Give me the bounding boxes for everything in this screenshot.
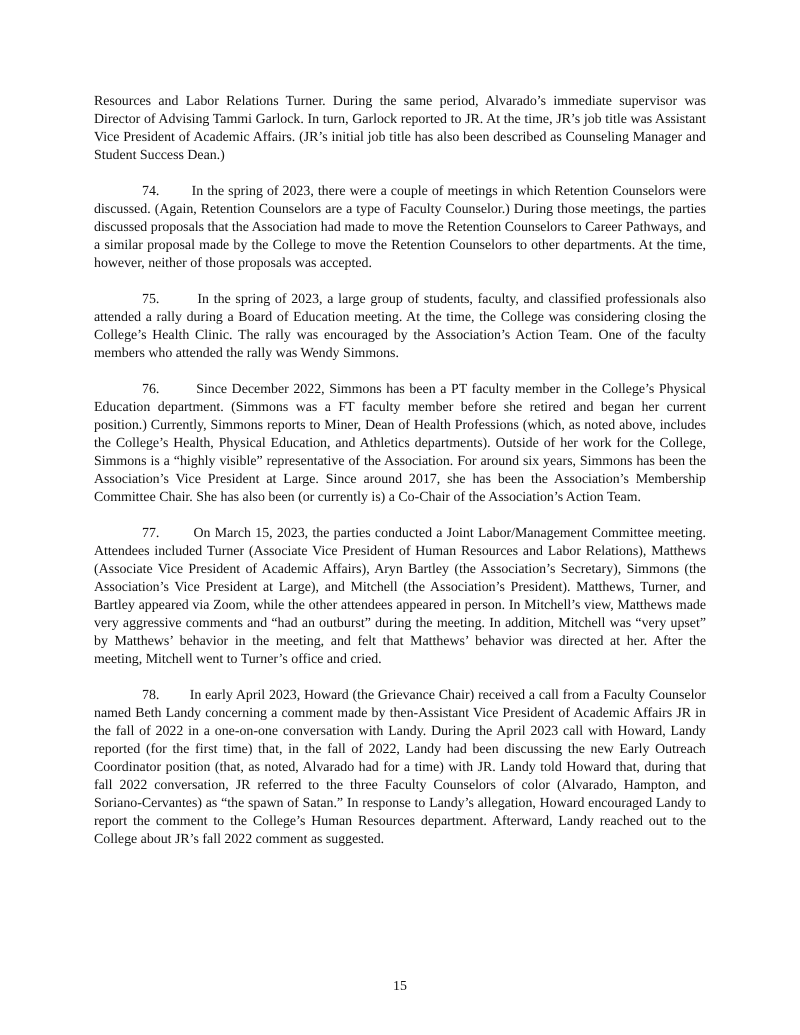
paragraph-text: In the spring of 2023, a large group of students, faculty, and classified professionals also attended a rally during a Board of Education meeting. At the time, the College was considering closing the College’s Health Clinic. The rally was encouraged by the Association’s Action Team. One of the faculty members who attended the rally was Wendy Simmons. <box>94 292 706 361</box>
paragraph-74 <box>94 183 706 273</box>
document-body <box>94 93 706 867</box>
paragraph-76 <box>94 381 706 507</box>
paragraph-text: Resources and Labor Relations Turner. During the same period, Alvarado’s immediate supervisor was Director of Advising Tammi Garlock. In turn, Garlock reported to JR. At the time, JR’s job title was Assistant Vice President of Academic Affairs. (JR’s initial job title has also been described as Counseling Manager and Student Success Dean.) <box>94 94 706 163</box>
page-number: 15 <box>393 979 407 994</box>
paragraph-number: 76. <box>142 382 160 397</box>
paragraph-77 <box>94 525 706 669</box>
paragraph-78 <box>94 687 706 849</box>
paragraph-text: In early April 2023, Howard (the Grievance Chair) received a call from a Faculty Counselor named Beth Landy concerning a comment made by then-Assistant Vice President of Academic Affairs JR in the fall of 2022 in a one-on-one conversation with Landy. During the April 2023 call with Howard, Landy reported (for the first time) that, in the fall of 2022, Landy had been discussing the new Early Outreach Coordinator position (that, as noted, Alvarado had for a time) with JR. Landy told Howard that, during that fall 2022 conversation, JR referred to the three Faculty Counselors of color (Alvarado, Hampton, and Soriano-Cervantes) as “the spawn of Satan.” In response to Landy’s allegation, Howard encouraged Landy to report the comment to the College’s Human Resources department. Afterward, Landy reached out to the College about JR’s fall 2022 comment as suggested. <box>94 688 706 847</box>
paragraph-continued <box>94 93 706 165</box>
paragraph-number: 75. <box>142 292 160 307</box>
paragraph-text: Since December 2022, Simmons has been a PT faculty member in the College’s Physical Education department. (Simmons was a FT faculty member before she retired and began her current position.) Currently, Simmons reports to Miner, Dean of Health Professions (which, as noted above, includes the College’s Health, Physical Education, and Athletics departments). Outside of her work for the College, Simmons is a “highly visible” representative of the Association. For around six years, Simmons has been the Association’s Vice President at Large. Since around 2017, she has been the Association’s Membership Committee Chair. She has also been (or currently is) a Co-Chair of the Association’s Action Team. <box>94 382 707 505</box>
paragraph-75 <box>94 291 706 363</box>
paragraph-text: On March 15, 2023, the parties conducted a Joint Labor/Management Committee meeting. Attendees included Turner (Associate Vice President of Human Resources and Labor Relations), Matthews (Associate Vice President of Academic Affairs), Aryn Bartley (the Association’s Secretary), Simmons (the Association’s Vice President at Large), and Mitchell (the Association’s President). Matthews, Turner, and Bartley appeared via Zoom, while the other attendees appeared in person. In Mitchell’s view, Matthews made very aggressive comments and “had an outburst” during the meeting. In addition, Mitchell was “very upset” by Matthews’ behavior in the meeting, and felt that Matthews’ behavior was directed at her. After the meeting, Mitchell went to Turner’s office and cried. <box>94 526 706 667</box>
paragraph-text: In the spring of 2023, there were a couple of meetings in which Retention Counselors were discussed. (Again, Retention Counselors are a type of Faculty Counselor.) During those meetings, the parties discussed proposals that the Association had made to move the Retention Counselors to Career Pathways, and a similar proposal made by the College to move the Retention Counselors to other departments. At the time, however, neither of those proposals was accepted. <box>94 184 706 271</box>
paragraph-number: 74. <box>142 184 160 199</box>
paragraph-number: 78. <box>142 688 160 703</box>
paragraph-number: 77. <box>142 526 160 541</box>
